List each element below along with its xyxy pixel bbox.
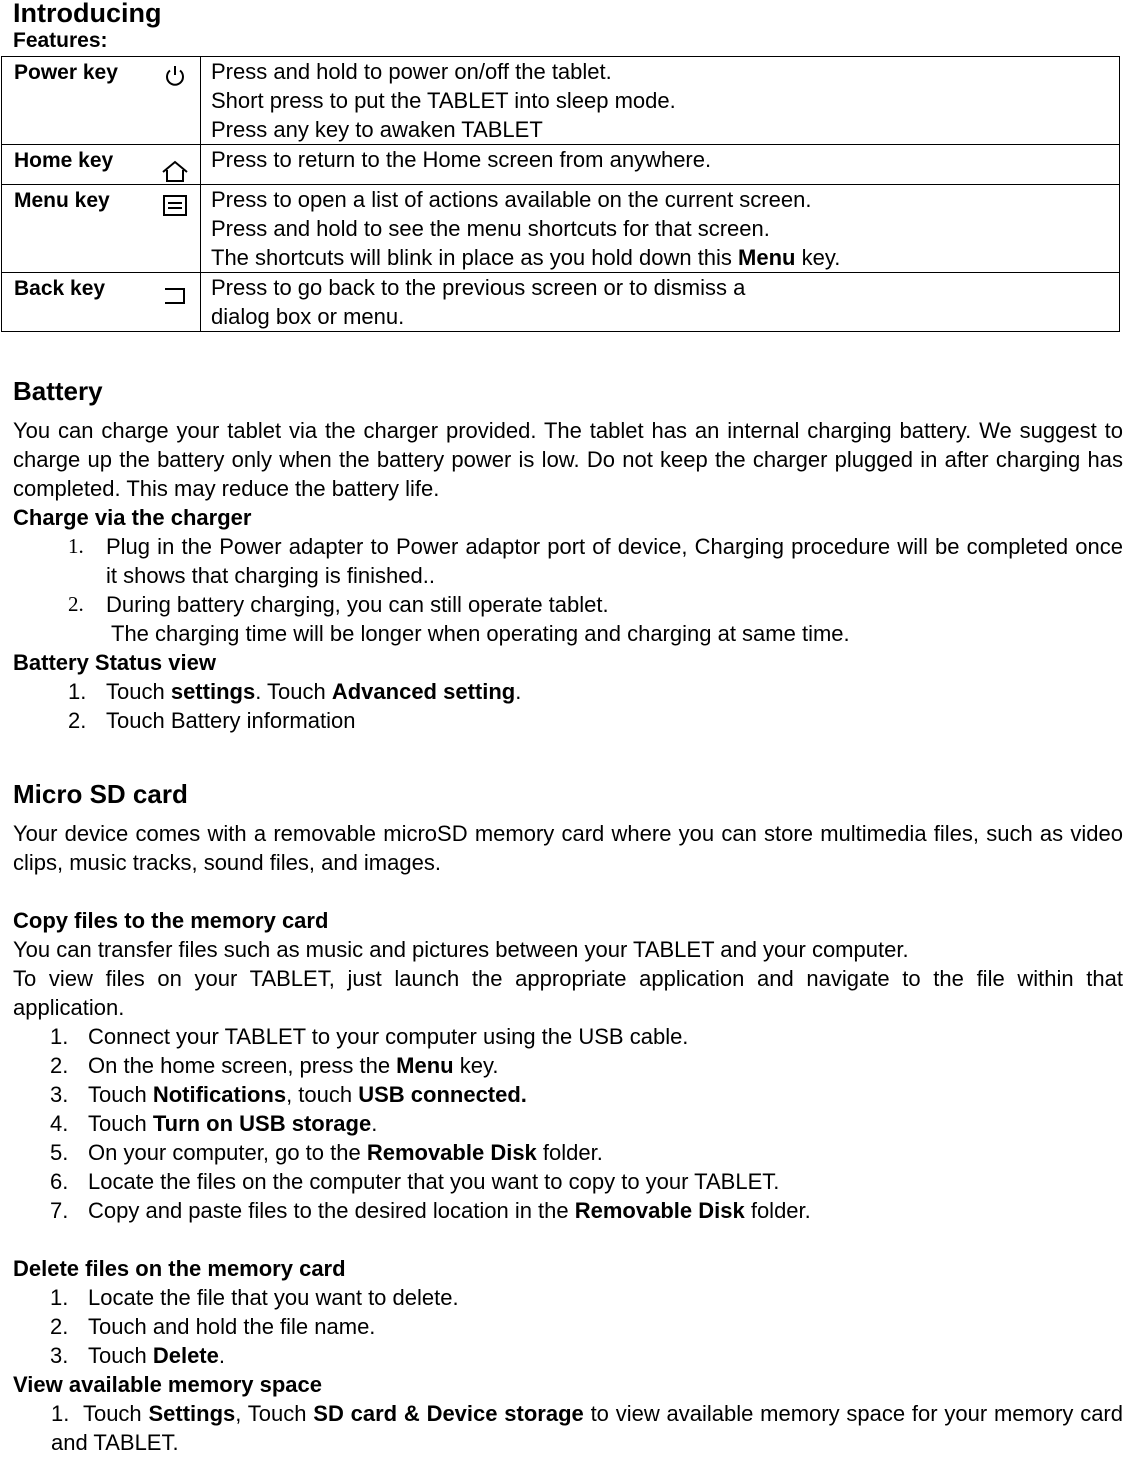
home-icon <box>162 159 188 185</box>
key-name: Menu key <box>14 189 110 212</box>
list-item: 2. During battery charging, you can still operate tablet. <box>68 592 609 617</box>
list-item: 2. On the home screen, press the Menu key. <box>50 1053 499 1078</box>
view-step: 1. Touch Settings, Touch SD card & Device storage to view available memory space for your memory card and TABLET. <box>51 1401 1123 1455</box>
list-item: 5. On your computer, go to the Removable Disk folder. <box>50 1140 603 1165</box>
key-name-cell <box>2 273 201 332</box>
sd-heading: Micro SD card <box>13 779 188 809</box>
desc-line: Press and hold to see the menu shortcuts for that screen. <box>211 216 770 241</box>
menu-icon <box>162 193 188 219</box>
list-item: 1. Connect your TABLET to your computer using the USB cable. <box>50 1024 689 1049</box>
key-description <box>201 185 1120 273</box>
key-description <box>201 57 1120 145</box>
features-label: Features: <box>13 29 108 52</box>
key-name-cell <box>2 185 201 273</box>
status-heading: Battery Status view <box>13 650 216 675</box>
desc-line: Press to go back to the previous screen or to dismiss a <box>211 275 746 300</box>
key-row-home <box>2 145 1120 185</box>
list-item: 2. Touch Battery information <box>68 708 356 733</box>
key-name: Power key <box>14 61 118 84</box>
charge-steps <box>13 532 1123 619</box>
key-name-cell <box>2 145 201 185</box>
desc-line: Press any key to awaken TABLET <box>211 117 543 142</box>
back-icon <box>162 283 188 309</box>
power-icon <box>162 63 188 89</box>
list-item: 4. Touch Turn on USB storage. <box>50 1111 378 1136</box>
intro-title: Introducing <box>13 0 162 28</box>
list-item: 7. Copy and paste files to the desired location in the Removable Disk folder. <box>50 1198 811 1223</box>
desc-line: Press to return to the Home screen from anywhere. <box>211 147 712 172</box>
list-item: 3. Touch Notifications, touch USB connected. <box>50 1082 527 1107</box>
desc-line: Short press to put the TABLET into sleep mode. <box>211 88 676 113</box>
key-description <box>201 145 1120 185</box>
key-row-back <box>2 273 1120 332</box>
list-item: 6. Locate the files on the computer that you want to copy to your TABLET. <box>50 1169 780 1194</box>
copy-paragraph: You can transfer files such as music and pictures between your TABLET and your computer. <box>13 937 909 962</box>
key-description <box>201 273 1120 332</box>
desc-line: Press and hold to power on/off the tablet. <box>211 59 612 84</box>
document-page <box>13 0 1123 1457</box>
list-item: 3. Touch Delete. <box>50 1343 225 1368</box>
key-name: Back key <box>14 277 106 300</box>
list-item: 1. Plug in the Power adapter to Power adaptor port of device, Charging procedure will be completed once it shows that charging is finished.. <box>68 534 1123 588</box>
copy-paragraph: To view files on your TABLET, just launch the appropriate application and navigate to the file within that application. <box>13 966 1123 1020</box>
battery-intro: You can charge your tablet via the charger provided. The tablet has an internal charging battery. We suggest to charge up the battery only when the battery power is low. Do not keep the charger plugged in after charging has completed. This may reduce the battery life. <box>13 418 1123 501</box>
charge-note: The charging time will be longer when operating and charging at same time. <box>111 621 850 646</box>
list-item: 1. Locate the file that you want to delete. <box>50 1285 459 1310</box>
keys-table <box>1 56 1120 332</box>
desc-line: The shortcuts will blink in place as you hold down this Menu key. <box>211 245 841 270</box>
delete-heading: Delete files on the memory card <box>13 1256 346 1281</box>
desc-line: Press to open a list of actions available on the current screen. <box>211 187 812 212</box>
key-name: Home key <box>14 149 114 172</box>
view-heading: View available memory space <box>13 1372 322 1397</box>
list-item: 2. Touch and hold the file name. <box>50 1314 376 1339</box>
copy-heading: Copy files to the memory card <box>13 908 329 933</box>
status-steps <box>13 677 1123 735</box>
delete-steps <box>13 1283 1123 1370</box>
battery-heading: Battery <box>13 376 103 406</box>
desc-line: dialog box or menu. <box>211 304 405 329</box>
list-item: 1. Touch settings. Touch Advanced setting. <box>68 679 522 704</box>
charge-heading: Charge via the charger <box>13 505 252 530</box>
key-name-cell <box>2 57 201 145</box>
copy-steps <box>13 1022 1123 1225</box>
key-row-menu <box>2 185 1120 273</box>
key-row-power <box>2 57 1120 145</box>
sd-intro: Your device comes with a removable microSD memory card where you can store multimedia files, such as video clips, music tracks, sound files, and images. <box>13 821 1123 875</box>
